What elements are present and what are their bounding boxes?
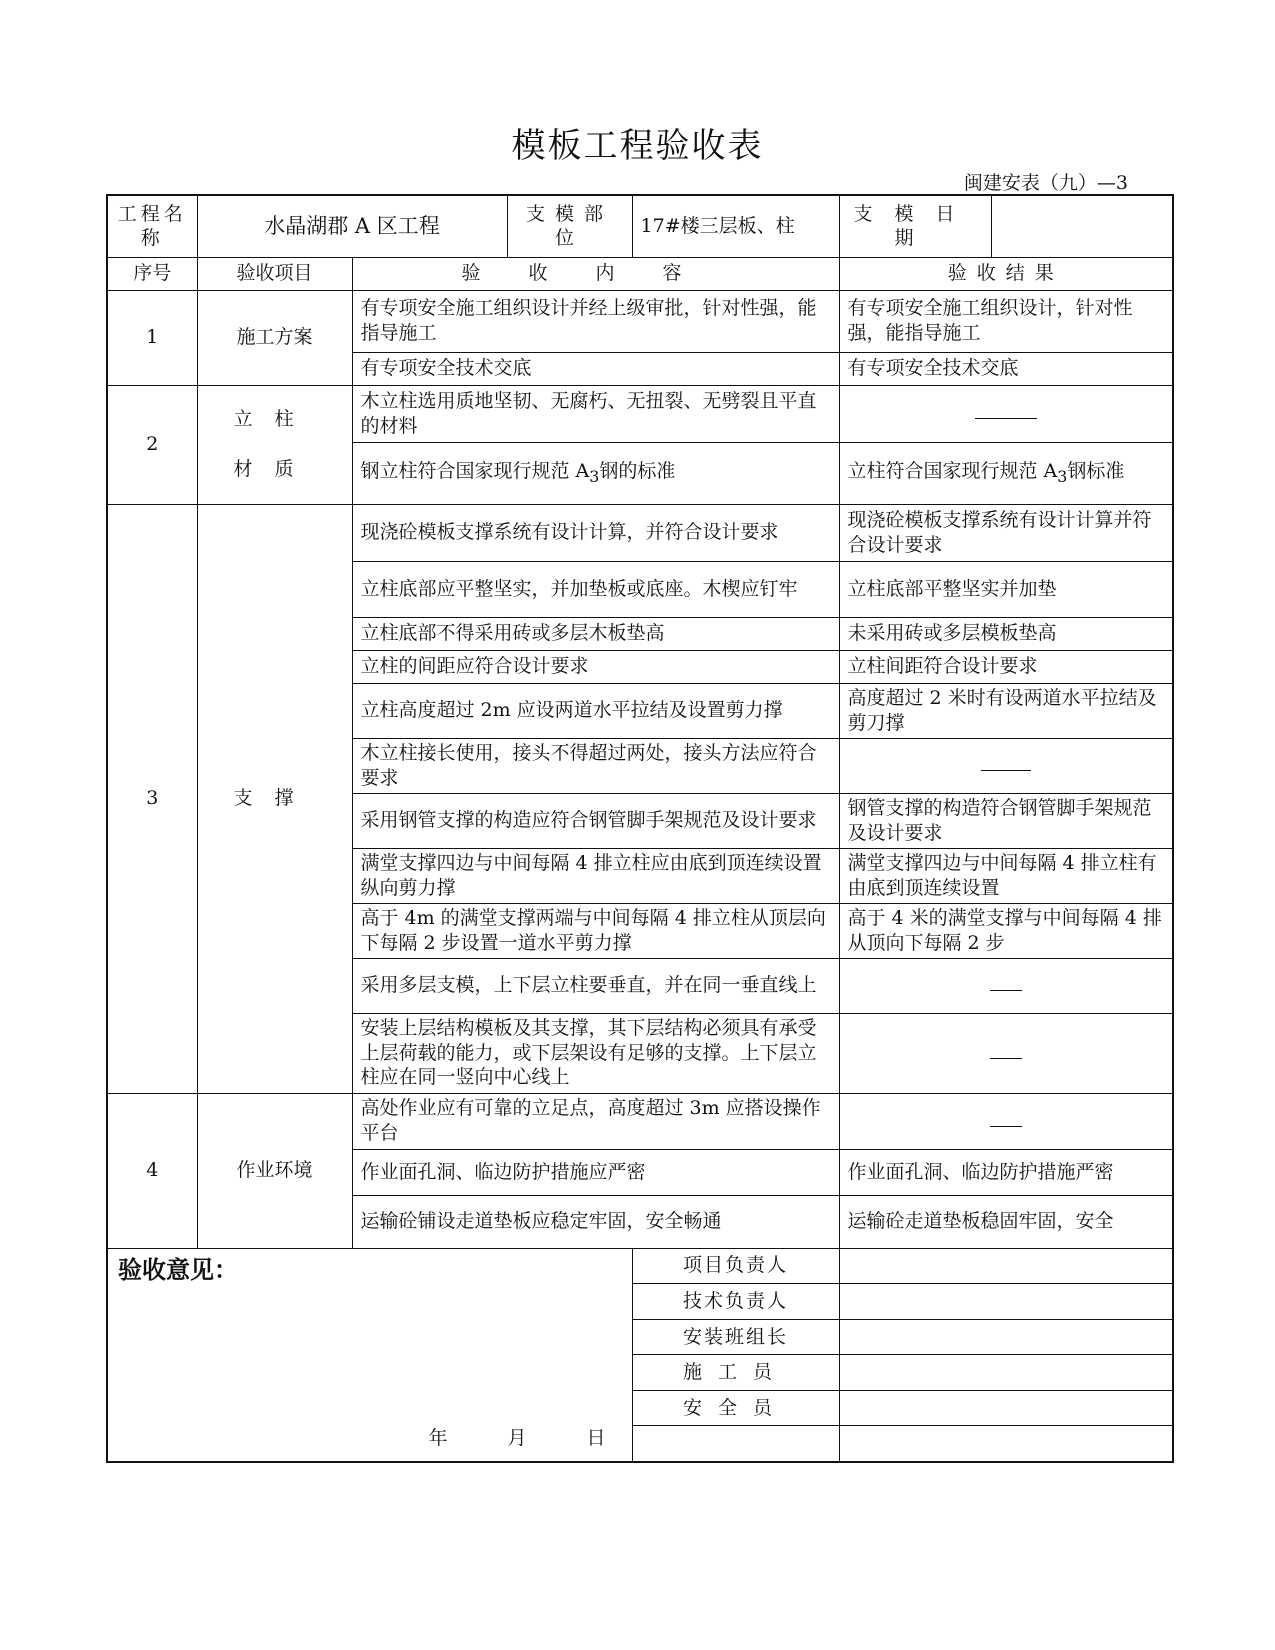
section-no: 2 xyxy=(107,385,197,504)
content-cell: 立柱的间距应符合设计要求 xyxy=(352,650,839,683)
content-cell: 采用钢管支撑的构造应符合钢管脚手架规范及设计要求 xyxy=(352,793,839,848)
content-cell: 高处作业应有可靠的立足点，高度超过 3m 应搭设操作平台 xyxy=(352,1093,839,1149)
inspection-table xyxy=(106,194,1174,1463)
result-text: 钢标准 xyxy=(1067,459,1125,482)
result-cell: 立柱间距符合设计要求 xyxy=(839,650,1173,683)
result-cell xyxy=(839,442,1173,504)
content-cell xyxy=(352,442,839,504)
date-month: 月 xyxy=(507,1426,527,1449)
date-day: 日 xyxy=(586,1426,606,1449)
section-no: 3 xyxy=(107,504,197,1093)
result-cell: 未采用砖或多层模板垫高 xyxy=(839,617,1173,650)
signature-field[interactable] xyxy=(839,1390,1173,1426)
result-cell xyxy=(839,1093,1173,1149)
content-text: 钢的标准 xyxy=(599,459,676,482)
signature-label: 技术负责人 xyxy=(632,1284,839,1320)
signature-label: 安装班组长 xyxy=(632,1319,839,1355)
col-result-header: 验收结果 xyxy=(839,257,1173,290)
result-cell xyxy=(839,738,1173,793)
content-cell: 立柱底部应平整坚实，并加垫板或底座。木楔应钉牢 xyxy=(352,561,839,617)
content-cell: 有专项安全技术交底 xyxy=(352,352,839,385)
result-cell: 现浇砼模板支撑系统有设计计算并符合设计要求 xyxy=(839,504,1173,561)
signature-label-empty xyxy=(632,1426,839,1462)
header-row xyxy=(107,195,1173,257)
content-cell: 满堂支撑四边与中间每隔 4 排立柱应由底到顶连续设置纵向剪力撑 xyxy=(352,848,839,903)
result-text: 立柱符合国家现行规范 A xyxy=(847,459,1058,482)
date-year: 年 xyxy=(428,1426,448,1449)
empty-dash xyxy=(975,418,1037,419)
opinion-label: 验收意见： xyxy=(118,1255,238,1284)
signature-field[interactable] xyxy=(839,1284,1173,1320)
table-row xyxy=(107,385,1173,442)
content-cell: 运输砼铺设走道垫板应稳定牢固，安全畅通 xyxy=(352,1195,839,1248)
result-cell: 运输砼走道垫板稳固牢固，安全 xyxy=(839,1195,1173,1248)
section-item: 施工方案 xyxy=(197,290,352,385)
content-cell: 作业面孔洞、临边防护措施应严密 xyxy=(352,1149,839,1195)
section-no: 4 xyxy=(107,1093,197,1248)
section-item: 作业环境 xyxy=(197,1093,352,1248)
empty-dash xyxy=(981,770,1031,771)
opinion-date xyxy=(368,1426,605,1451)
result-cell: 作业面孔洞、临边防护措施严密 xyxy=(839,1149,1173,1195)
content-cell: 采用多层支模，上下层立柱要垂直，并在同一垂直线上 xyxy=(352,958,839,1013)
table-row xyxy=(107,504,1173,561)
content-cell: 现浇砼模板支撑系统有设计计算，并符合设计要求 xyxy=(352,504,839,561)
signature-row xyxy=(107,1248,1173,1284)
project-name-label: 工程名称 xyxy=(107,195,197,257)
content-cell: 木立柱接长使用，接头不得超过两处，接头方法应符合要求 xyxy=(352,738,839,793)
result-cell: 有专项安全施工组织设计，针对性强，能指导施工 xyxy=(839,290,1173,352)
column-header-row xyxy=(107,257,1173,290)
content-cell: 木立柱选用质地坚韧、无腐朽、无扭裂、无劈裂且平直的材料 xyxy=(352,385,839,442)
signature-label: 施工员 xyxy=(632,1355,839,1391)
content-cell: 高于 4m 的满堂支撑两端与中间每隔 4 排立柱从顶层向下每隔 2 步设置一道水平剪力撑 xyxy=(352,903,839,958)
empty-dash xyxy=(990,1126,1022,1127)
section-no: 1 xyxy=(107,290,197,385)
table-row xyxy=(107,290,1173,352)
formwork-date-value xyxy=(991,195,1173,257)
col-no-header: 序号 xyxy=(107,257,197,290)
result-subscript: 3 xyxy=(1057,466,1068,486)
page-title: 模板工程验收表 xyxy=(511,126,764,166)
result-cell: 满堂支撑四边与中间每隔 4 排立柱有由底到顶连续设置 xyxy=(839,848,1173,903)
content-cell: 立柱底部不得采用砖或多层木板垫高 xyxy=(352,617,839,650)
opinion-cell xyxy=(107,1248,632,1462)
col-content-header: 验收内容 xyxy=(352,257,839,290)
result-cell: 高度超过 2 米时有设两道水平拉结及剪刀撑 xyxy=(839,683,1173,738)
signature-label: 项目负责人 xyxy=(632,1248,839,1284)
signature-label: 安全员 xyxy=(632,1390,839,1426)
form-code: 闽建安表（九）—3 xyxy=(963,172,1128,194)
result-cell: 立柱底部平整坚实并加垫 xyxy=(839,561,1173,617)
content-cell: 有专项安全施工组织设计并经上级审批，针对性强，能指导施工 xyxy=(352,290,839,352)
signature-field[interactable] xyxy=(839,1319,1173,1355)
formwork-location-value: 17#楼三层板、柱 xyxy=(632,195,839,257)
result-cell: 有专项安全技术交底 xyxy=(839,352,1173,385)
empty-dash xyxy=(990,990,1022,991)
col-item-header: 验收项目 xyxy=(197,257,352,290)
empty-dash xyxy=(990,1058,1022,1059)
result-cell xyxy=(839,958,1173,1013)
result-cell: 钢管支撑的构造符合钢管脚手架规范及设计要求 xyxy=(839,793,1173,848)
section-item-line1: 立柱 xyxy=(233,408,316,431)
project-name-value: 水晶湖郡 A 区工程 xyxy=(197,195,507,257)
section-item xyxy=(197,385,352,504)
content-text: 钢立柱符合国家现行规范 A xyxy=(360,459,590,482)
table-row xyxy=(107,1093,1173,1149)
section-item-line2: 材质 xyxy=(233,457,316,480)
signature-field[interactable] xyxy=(839,1355,1173,1391)
opinion-area xyxy=(118,1255,622,1455)
section-item: 支撑 xyxy=(197,504,352,1093)
content-subscript: 3 xyxy=(589,466,600,486)
result-cell: 高于 4 米的满堂支撑与中间每隔 4 排从顶向下每隔 2 步 xyxy=(839,903,1173,958)
signature-field[interactable] xyxy=(839,1248,1173,1284)
signature-field[interactable] xyxy=(839,1426,1173,1462)
formwork-location-label: 支模部位 xyxy=(507,195,632,257)
result-cell xyxy=(839,385,1173,442)
content-cell: 立柱高度超过 2m 应设两道水平拉结及设置剪力撑 xyxy=(352,683,839,738)
formwork-date-label: 支模日期 xyxy=(839,195,991,257)
result-cell xyxy=(839,1013,1173,1093)
content-cell: 安装上层结构模板及其支撑，其下层结构必须具有承受上层荷载的能力，或下层架设有足够的支撑。上下层立柱应在同一竖向中心线上 xyxy=(352,1013,839,1093)
